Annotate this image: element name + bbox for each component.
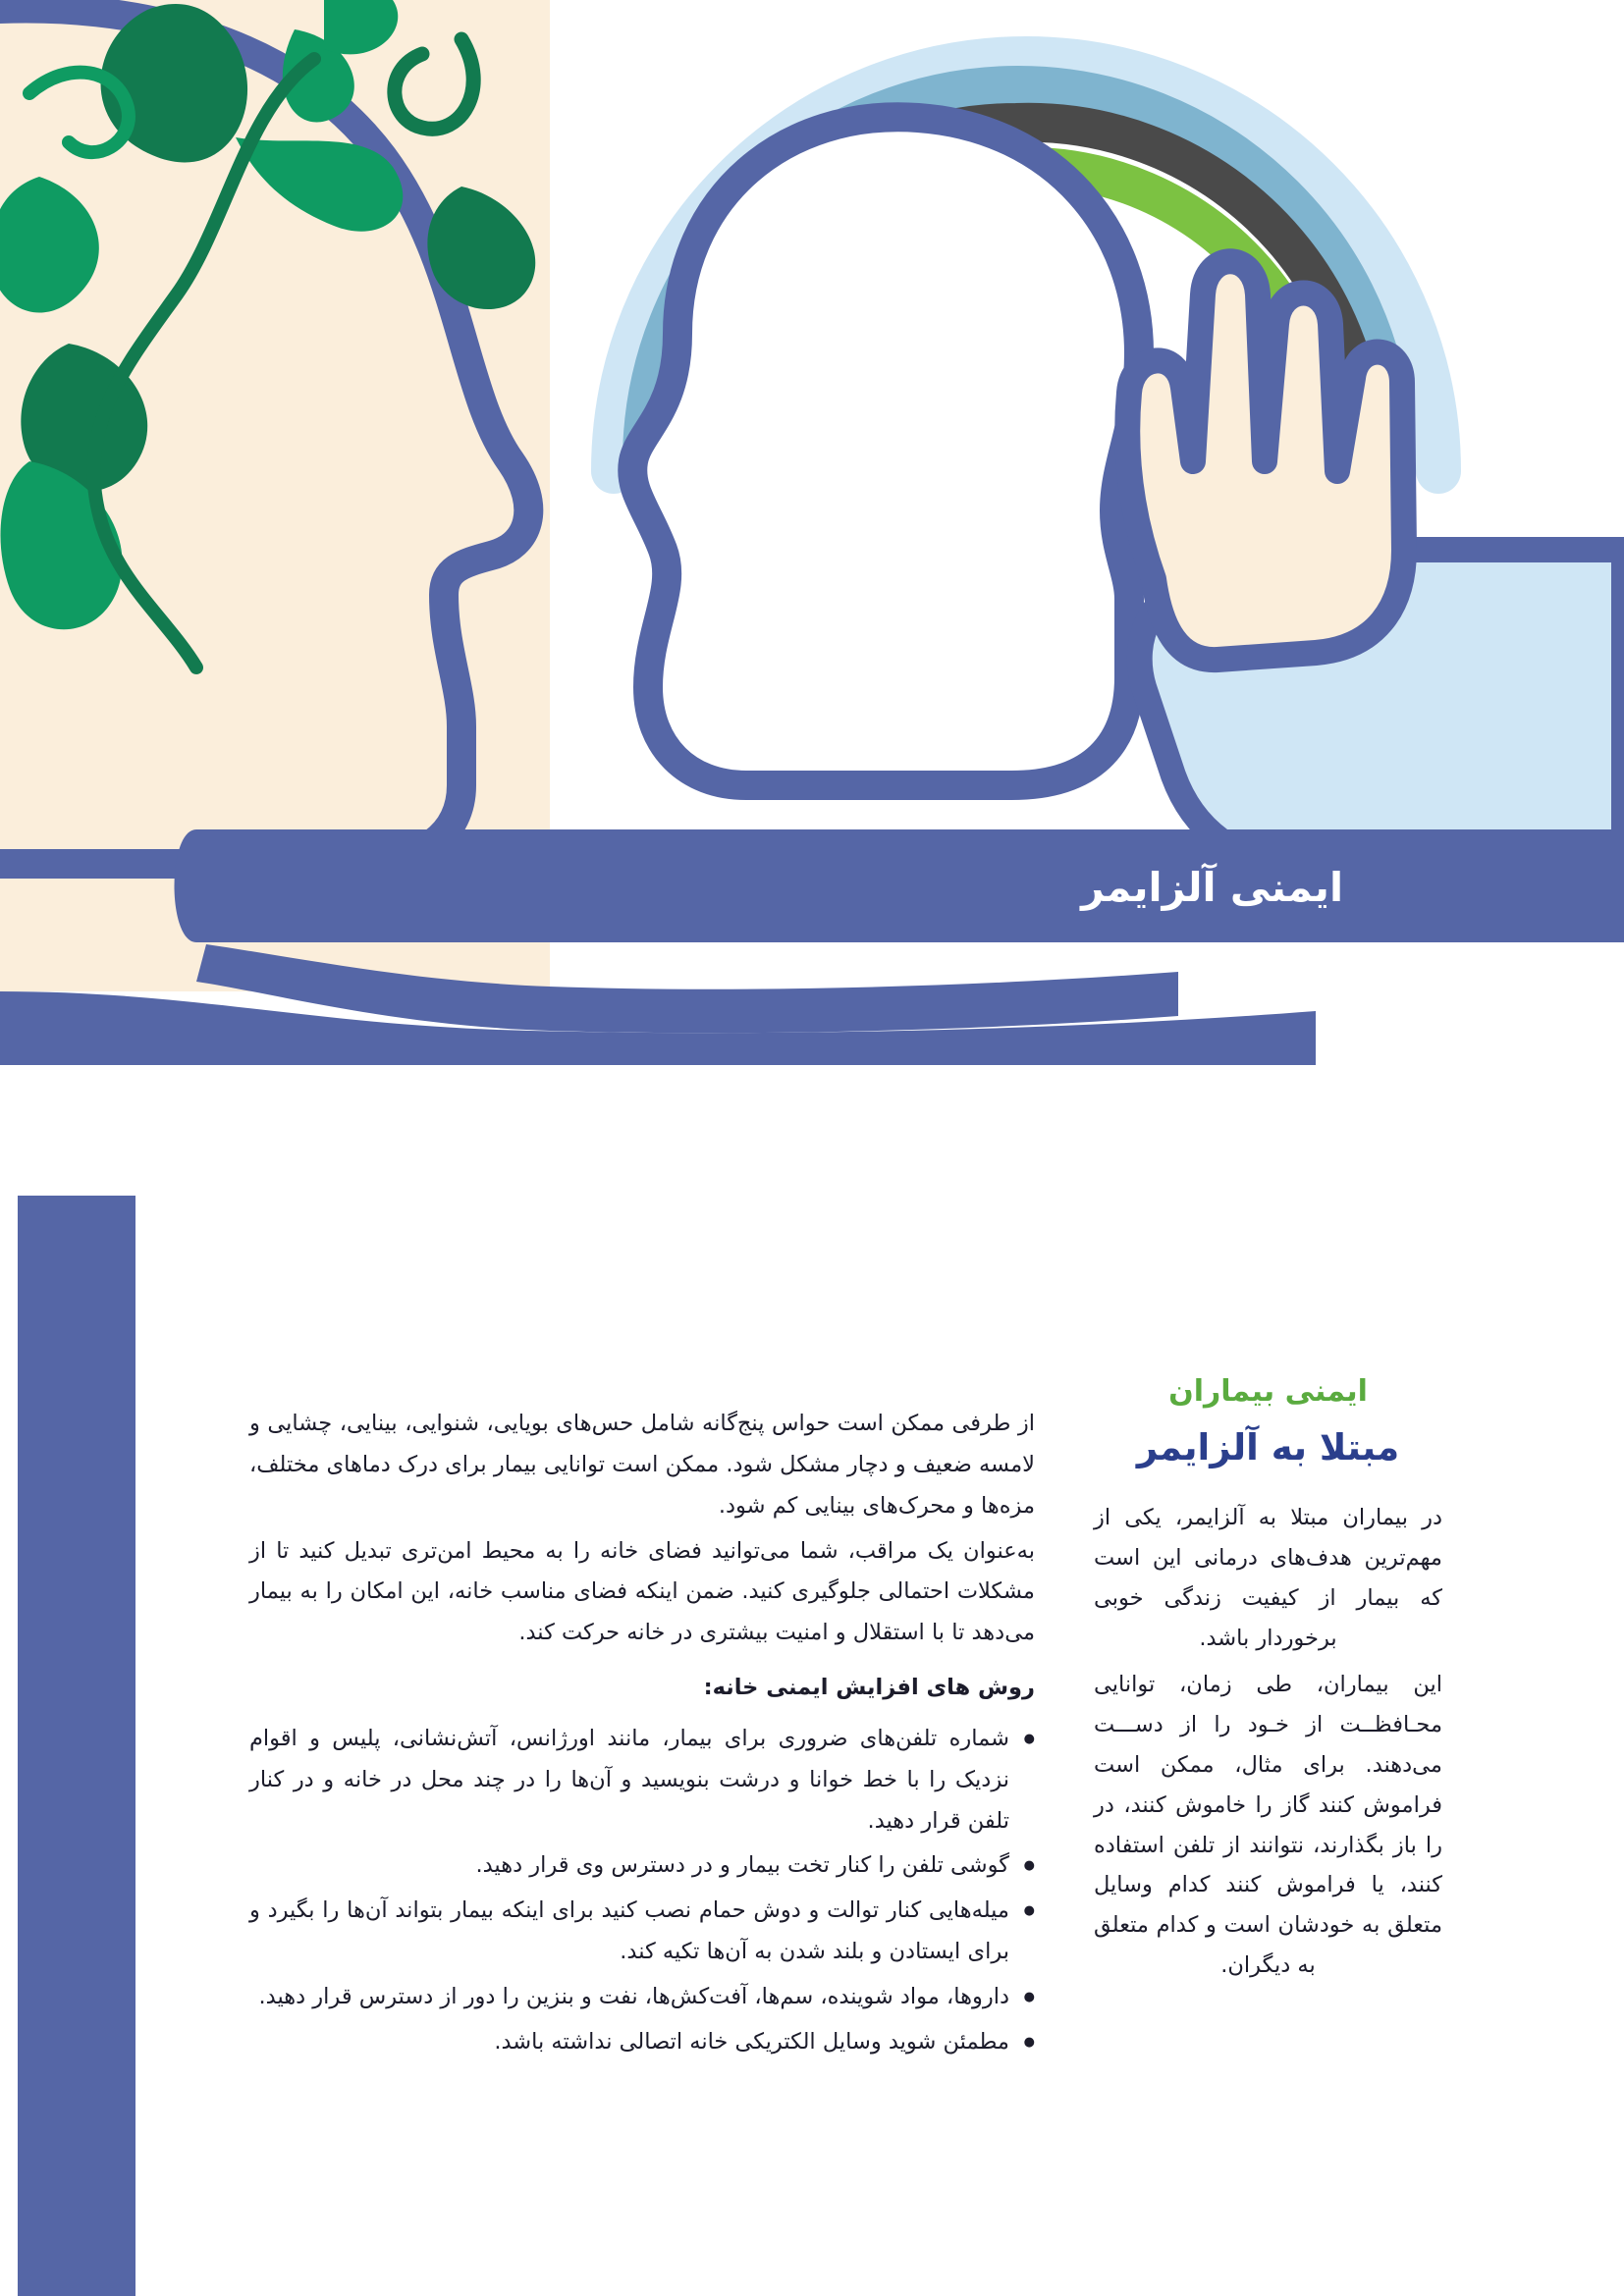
- patient-head-silhouette: [632, 117, 1139, 785]
- main-subheading: روش های افزایش ایمنی خانه:: [703, 1675, 1035, 1701]
- main-paragraph-2: به‌عنوان یک مراقب، شما می‌توانید فضای خانه را به محیط امن‌تری تبدیل کنید تا از مشکلات احتمالی جلوگیری کنید. ضمن اینکه فضای مناسب خانه، این امکان را به بیمار می‌دهد تا با استقلال و امنیت بیشتری در خانه حرکت کند.: [249, 1537, 1035, 1646]
- list-item: ● داروها، مواد شوینده، سم‌ها، آفت‌کش‌ها، نفت و بنزین را دور از دسترس قرار دهید.: [249, 1977, 1035, 2018]
- list-item: ● مطمئن شوید وسایل الکتریکی خانه اتصالی نداشته باشد.: [249, 2022, 1035, 2063]
- title-band: [175, 829, 1624, 942]
- article-body: [0, 1374, 1624, 2160]
- page-title: ایمنی آلزایمر: [1081, 864, 1343, 911]
- list-item: ● گوشی تلفن را کنار تخت بیمار و در دسترس وی قرار دهید.: [249, 1845, 1035, 1887]
- intro-column: [1094, 1374, 1442, 1992]
- list-item: ● میله‌هایی کنار توالت و دوش حمام نصب کنید برای اینکه بیمار بتواند آن‌ها را بگیرد و برای ایستادن و بلند شدن به آن‌ها تکیه کند.: [249, 1891, 1035, 1973]
- intro-paragraph-1: در بیماران مبتلا به آلزایمر، یکی از مهم‌ترین هدف‌های درمانی این است که بیمار از کیفیت زندگی خوبی برخوردار باشد.: [1094, 1505, 1442, 1651]
- safety-tips-list: [249, 1719, 1035, 2063]
- intro-paragraph-2: این بیماران، طی زمان، توانایی محـافظــت از خـود را از دســـت می‌دهند. برای مثال، ممکن است فراموش کنند گاز را خاموش کنند، در را باز بگذارند، نتوانند از تلفن استفاده کنند، یا فراموش کنند کدام وسایل متعلق به خودشان است و کدام متعلق به دیگران.: [1094, 1671, 1442, 1979]
- hero-graphic: [0, 0, 1624, 1065]
- list-item: ● شماره تلفن‌های ضروری برای بیمار، مانند اورژانس، آتش‌نشانی، پلیس و اقوام نزدیک را با خط خوانا و درشت بنویسید و آن‌ها را در چند محل در خانه و در کنار تلفن قرار دهید.: [249, 1719, 1035, 1842]
- hero-illustration: [0, 0, 1624, 1065]
- main-column: [249, 1404, 1035, 2067]
- section-kicker: ایمنی بیماران: [1168, 1374, 1368, 1409]
- main-paragraph-1: از طرفی ممکن است حواس پنج‌گانه شامل حس‌های بویایی، شنوایی، بینایی، چشایی و لامسه ضعیف و دچار مشکل شود. ممکن است توانایی بیمار برای درک دماهای مختلف، مزه‌ها و محرک‌های بینایی کم شود.: [249, 1411, 1035, 1519]
- section-headline: مبتلا به آلزایمر: [1136, 1426, 1400, 1468]
